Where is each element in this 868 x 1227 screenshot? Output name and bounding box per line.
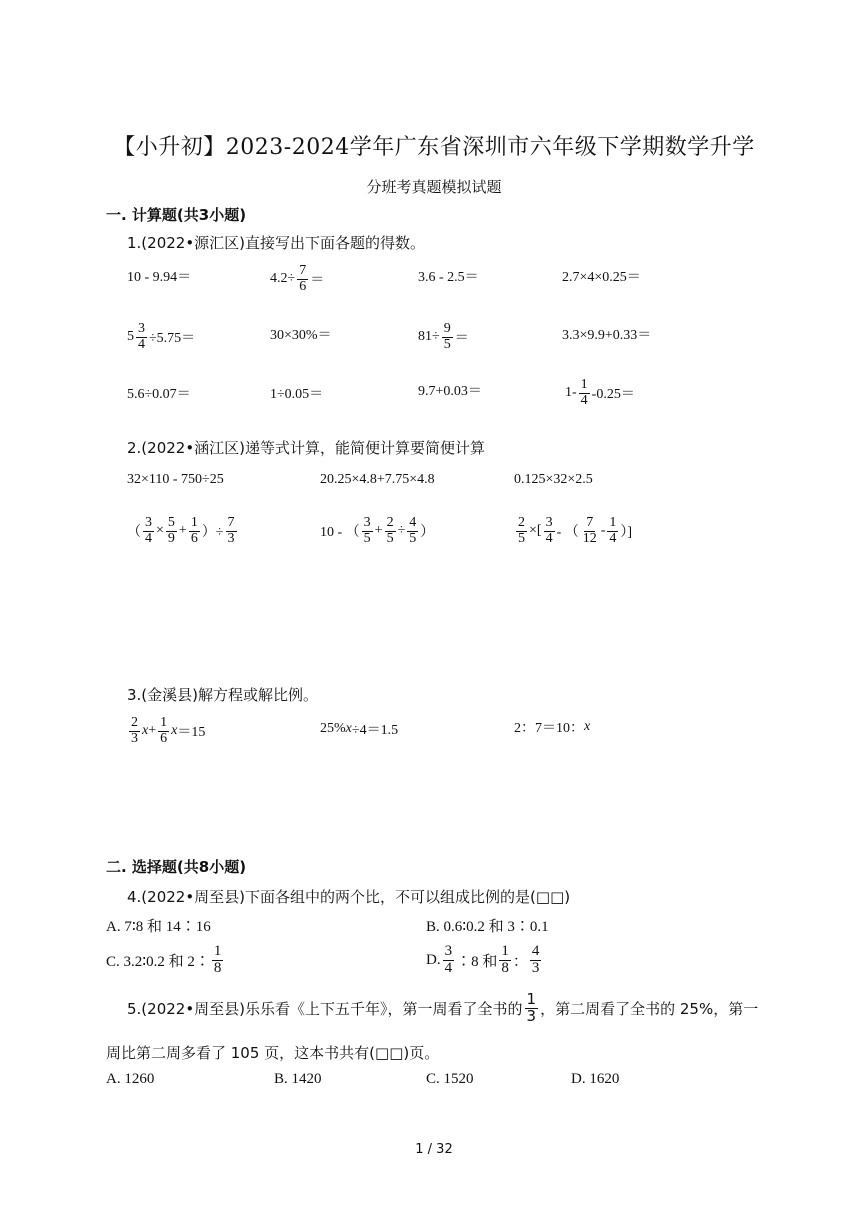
- q1-item: 2.7×4×0.25＝: [562, 270, 641, 285]
- q1-item: 5 $\frac{3}{4}$ ÷5.75＝: [127, 321, 196, 352]
- fraction: $\frac{3}{4}$: [444, 943, 453, 976]
- q1-item: 3.6 - 2.5＝: [418, 270, 479, 285]
- fraction: $\frac{4}{3}$: [531, 943, 540, 976]
- fraction: $\frac{1}{6}$: [160, 715, 168, 746]
- question-1-prompt: 1.(2022•源汇区)直接写出下面各题的得数。: [127, 234, 426, 252]
- fraction: $\frac{3}{4}$: [545, 515, 553, 546]
- fraction: $\frac{1}{8}$: [501, 943, 509, 976]
- q1-item: 1÷0.05＝: [270, 387, 324, 402]
- page-title: 【小升初】2023-2024学年广东省深圳市六年级下学期数学升学: [113, 135, 755, 160]
- section-heading-calculation: 一. 计算题(共3小题): [106, 206, 247, 224]
- question-4-prompt: 4.(2022•周至县)下面各组中的两个比，不可以组成比例的是(□□): [127, 888, 571, 906]
- q1-item: 3.3×9.9+0.33＝: [562, 328, 652, 343]
- fraction: $\frac{3}{5}$: [363, 515, 371, 546]
- q4-option-b: B. 0.6∶0.2 和 3∶0.1: [426, 919, 549, 935]
- fraction: $\frac{1}{8}$: [213, 943, 222, 976]
- q5-option-a: A. 1260: [106, 1071, 155, 1087]
- fraction: $\frac{7}{3}$: [227, 515, 235, 546]
- q3-item: $\frac{2}{3}$ x + $\frac{1}{6}$ x ＝15: [131, 715, 206, 746]
- fraction: $\frac{2}{5}$: [386, 515, 394, 546]
- fraction: $\frac{1}{4}$: [609, 515, 617, 546]
- fraction: $\frac{3}{4}$: [145, 515, 152, 546]
- fraction: $\frac{2}{5}$: [518, 515, 525, 546]
- q1-item: 81÷ $\frac{9}{5}$ ＝: [418, 321, 469, 352]
- q2-item: 0.125×32×2.5: [514, 472, 593, 487]
- page-number: 1 / 32: [415, 1142, 453, 1157]
- fraction: $\frac{3}{4}$: [138, 321, 145, 352]
- question-5-prompt: 5.(2022•周至县)乐乐看《上下五千年》，第一周看了全书的 $\frac{1}{3}$ ，第二周看了全书的 25%，第一: [127, 990, 759, 1025]
- question-5-prompt-continued: 周比第二周多看了 105 页，这本书共有(□□)页。: [106, 1044, 440, 1062]
- fraction: $\frac{4}{5}$: [409, 515, 417, 546]
- fraction: $\frac{9}{5}$: [443, 321, 451, 352]
- q1-item: 9.7+0.03＝: [418, 384, 482, 399]
- q1-item: 4.2÷ $\frac{7}{6}$ ＝: [270, 263, 325, 294]
- q5-option-c: C. 1520: [426, 1071, 474, 1087]
- section-heading-choice: 二. 选择题(共8小题): [106, 858, 247, 876]
- fraction: $\frac{2}{3}$: [131, 715, 138, 746]
- q1-item: 1- $\frac{1}{4}$ -0.25＝: [565, 377, 635, 408]
- q5-option-b: B. 1420: [274, 1071, 322, 1087]
- question-3-prompt: 3.(金溪县)解方程或解比例。: [127, 686, 319, 704]
- q4-option-d: D. $\frac{3}{4}$ ∶8 和 $\frac{1}{8}$ ： $\frac{4}{3}$: [426, 943, 540, 976]
- q3-item: 2：7＝10： x: [514, 719, 591, 736]
- fraction: $\frac{7}{6}$: [299, 263, 307, 294]
- q2-item: （ $\frac{3}{4}$ × $\frac{5}{9}$ + $\frac{1}{6}$ ）÷ $\frac{7}{3}$: [127, 515, 235, 546]
- page-subtitle: 分班考真题模拟试题: [366, 178, 502, 196]
- q2-item: $\frac{2}{5}$ ×[ $\frac{3}{4}$ - （ $\frac{7}{12}$ - $\frac{1}{4}$ ）]: [518, 515, 633, 546]
- q2-item: 10 - （ $\frac{3}{5}$ + $\frac{2}{5}$ ÷ $\frac{4}{5}$ ）: [320, 515, 435, 546]
- fraction: $\frac{5}{9}$: [167, 515, 175, 546]
- q2-item: 20.25×4.8+7.75×4.8: [320, 472, 435, 487]
- fraction: $\frac{1}{6}$: [190, 515, 198, 546]
- q4-option-a: A. 7∶8 和 14∶16: [106, 919, 211, 935]
- q3-item: 25% x ÷4＝1.5: [320, 721, 399, 738]
- fraction: $\frac{7}{12}$: [582, 515, 597, 546]
- question-2-prompt: 2.(2022•涵江区)递等式计算，能简便计算要简便计算: [127, 439, 486, 457]
- q5-option-d: D. 1620: [571, 1071, 620, 1087]
- q1-item: 10 - 9.94＝: [127, 270, 192, 285]
- q2-item: 32×110 - 750÷25: [127, 472, 224, 487]
- fraction: $\frac{1}{4}$: [580, 377, 588, 408]
- q4-option-c: C. 3.2∶0.2 和 2∶ $\frac{1}{8}$: [106, 943, 222, 976]
- fraction: $\frac{1}{3}$: [526, 990, 537, 1025]
- q1-item: 30×30%＝: [270, 328, 332, 343]
- q1-item: 5.6÷0.07＝: [127, 387, 191, 402]
